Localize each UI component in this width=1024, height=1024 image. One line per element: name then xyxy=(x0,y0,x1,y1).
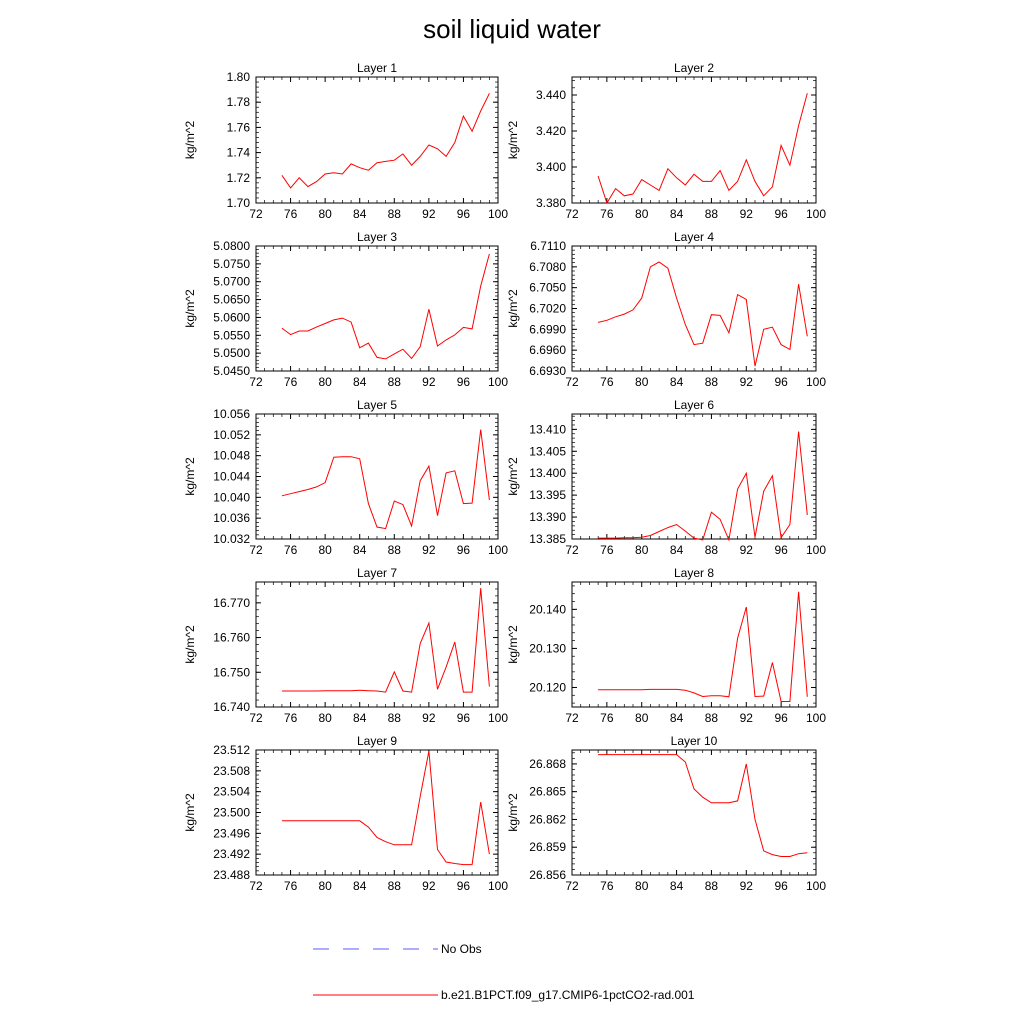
layer-7-xtick-label-5: 92 xyxy=(422,711,436,725)
layer-9-xtick-label-7: 100 xyxy=(487,879,509,893)
layer-4-ytick-label-5: 6.7080 xyxy=(529,259,566,274)
layer-1-series-line-0 xyxy=(282,93,490,187)
layer-10-xtick-label-4: 88 xyxy=(704,879,719,893)
layer-8-ylabel: kg/m^2 xyxy=(506,625,520,664)
layer-6-xtick-label-7: 100 xyxy=(805,543,827,557)
layer-4-series-line-0 xyxy=(598,262,807,366)
layer-5-xtick-label-2: 80 xyxy=(318,543,332,557)
layer-3-series-line-0 xyxy=(282,254,490,359)
layer-9-series-line-0 xyxy=(282,751,490,865)
layer-9-ytick-label-3: 23.500 xyxy=(213,805,250,820)
layer-5-xtick-label-6: 96 xyxy=(456,543,471,557)
layer-1-ylabel: kg/m^2 xyxy=(183,120,197,160)
layer-8-xtick-label-3: 84 xyxy=(669,711,684,725)
layer-6-xtick-label-1: 76 xyxy=(600,543,614,557)
layer-9-xtick-label-4: 88 xyxy=(387,879,401,893)
layer-8-ytick-label-0: 20.120 xyxy=(529,680,566,695)
layer-5-series-line-0 xyxy=(282,430,490,529)
layer-3-ytick-label-0: 5.0450 xyxy=(213,364,250,378)
layer-10-ylabel: kg/m^2 xyxy=(506,793,520,832)
layer-6-xtick-label-2: 80 xyxy=(635,543,649,557)
layer-1-title: Layer 1 xyxy=(356,61,398,75)
layer-6-xtick-label-0: 72 xyxy=(565,543,579,557)
layer-9-ytick-label-0: 23.488 xyxy=(213,868,250,882)
layer-1-ytick-label-1: 1.72 xyxy=(226,170,250,185)
layer-5-ytick-label-4: 10.048 xyxy=(213,448,250,463)
layer-9-xtick-label-6: 96 xyxy=(456,879,471,893)
layer-10-xtick-label-3: 84 xyxy=(669,879,684,893)
layer-1-ytick-label-5: 1.80 xyxy=(226,70,250,84)
layer-1-xtick-label-6: 96 xyxy=(456,207,471,221)
layer-4-ytick-label-1: 6.6960 xyxy=(529,343,566,358)
layer-5-xtick-label-4: 88 xyxy=(387,543,401,557)
layer-7-xtick-label-6: 96 xyxy=(456,711,471,725)
layer-4-title: Layer 4 xyxy=(673,230,715,244)
layer-6-ylabel: kg/m^2 xyxy=(506,457,520,496)
layer-2-plot-frame xyxy=(572,77,816,203)
layer-7-ytick-label-0: 16.740 xyxy=(213,700,250,714)
layer-3-plot-frame xyxy=(256,246,498,371)
layer-2-xtick-label-6: 96 xyxy=(774,207,788,221)
layer-5-xtick-label-0: 72 xyxy=(249,543,263,557)
layer-8-xtick-label-7: 100 xyxy=(805,711,827,725)
layer-8-xtick-label-2: 80 xyxy=(635,711,649,725)
layer-2-xtick-label-1: 76 xyxy=(600,207,614,221)
layer-9-xtick-label-5: 92 xyxy=(422,879,436,893)
layer-3-xtick-label-3: 84 xyxy=(353,375,367,389)
layer-2-title: Layer 2 xyxy=(673,61,715,75)
layer-7-xtick-label-3: 84 xyxy=(353,711,367,725)
layer-4-xtick-label-0: 72 xyxy=(565,375,579,389)
layer-10-xtick-label-1: 76 xyxy=(600,879,614,893)
layer-5-plot-frame xyxy=(256,414,498,539)
layer-5-ytick-label-0: 10.032 xyxy=(213,532,250,546)
layer-3-xtick-label-2: 80 xyxy=(318,375,332,389)
layer-2-xtick-label-2: 80 xyxy=(635,207,649,221)
layer-2-ytick-label-0: 3.380 xyxy=(535,196,566,210)
layer-1-ytick-label-3: 1.76 xyxy=(226,120,250,135)
layer-3-ytick-label-5: 5.0700 xyxy=(213,274,250,289)
layer-3-xtick-label-4: 88 xyxy=(387,375,401,389)
layer-3-ylabel: kg/m^2 xyxy=(183,289,197,328)
layer-6-ytick-label-3: 13.400 xyxy=(529,466,566,481)
layer-1-xtick-label-1: 76 xyxy=(283,207,298,221)
layer-6-title: Layer 6 xyxy=(673,398,715,412)
layer-4-xtick-label-6: 96 xyxy=(774,375,788,389)
layer-3-xtick-label-1: 76 xyxy=(283,375,298,389)
layer-6-ytick-label-0: 13.385 xyxy=(529,532,566,546)
layer-10-xtick-label-7: 100 xyxy=(805,879,827,893)
layer-10-xtick-label-2: 80 xyxy=(635,879,649,893)
layer-1-xtick-label-2: 80 xyxy=(318,207,332,221)
layer-10-title: Layer 10 xyxy=(670,734,718,748)
layer-9-xtick-label-2: 80 xyxy=(318,879,332,893)
layer-5-ytick-label-1: 10.036 xyxy=(213,511,250,526)
layer-9-plot-frame xyxy=(256,750,498,875)
layer-4-ytick-label-0: 6.6930 xyxy=(529,364,566,378)
layer-8-xtick-label-4: 88 xyxy=(704,711,719,725)
layer-1-ytick-label-0: 1.70 xyxy=(226,196,250,210)
layer-6-plot-frame xyxy=(572,414,816,539)
legend-model-label: b.e21.B1PCT.f09_g17.CMIP6-1pctCO2-rad.001 xyxy=(441,988,695,1002)
layer-5-xtick-label-1: 76 xyxy=(283,543,298,557)
layer-7-xtick-label-2: 80 xyxy=(318,711,332,725)
layer-3-xtick-label-0: 72 xyxy=(249,375,263,389)
layer-7-xtick-label-7: 100 xyxy=(487,711,509,725)
layer-8-ytick-label-1: 20.130 xyxy=(529,641,566,656)
layer-7-xtick-label-0: 72 xyxy=(249,711,263,725)
layer-5-ytick-label-3: 10.044 xyxy=(213,469,250,484)
layer-5-ytick-label-6: 10.056 xyxy=(213,407,250,421)
layer-7-plot-frame xyxy=(256,582,498,707)
layer-6-xtick-label-3: 84 xyxy=(669,543,684,557)
layer-6-ytick-label-1: 13.390 xyxy=(529,510,566,525)
layer-7-xtick-label-4: 88 xyxy=(387,711,401,725)
legend-obs-label: No Obs xyxy=(441,942,482,956)
layer-1-xtick-label-0: 72 xyxy=(249,207,263,221)
layer-4-ytick-label-3: 6.7020 xyxy=(529,301,566,316)
layer-5-xtick-label-3: 84 xyxy=(353,543,367,557)
layer-9-ytick-label-1: 23.492 xyxy=(213,847,250,862)
layer-3-ytick-label-7: 5.0800 xyxy=(213,239,250,253)
layer-4-ytick-label-6: 6.7110 xyxy=(530,239,566,253)
layer-9-ytick-label-2: 23.496 xyxy=(213,826,250,841)
layer-9-ylabel: kg/m^2 xyxy=(183,793,197,832)
layer-5-title: Layer 5 xyxy=(356,398,398,412)
layer-8-title: Layer 8 xyxy=(673,566,715,580)
layer-4-plot-frame xyxy=(572,246,816,371)
layer-7-ylabel: kg/m^2 xyxy=(183,625,197,664)
layer-7-ytick-label-2: 16.760 xyxy=(213,630,250,645)
layer-5-ytick-label-5: 10.052 xyxy=(213,427,250,442)
layer-6-series-line-0 xyxy=(598,432,807,540)
layer-7-ytick-label-3: 16.770 xyxy=(213,595,250,610)
layer-3-ytick-label-3: 5.0600 xyxy=(213,310,250,325)
layer-9-xtick-label-0: 72 xyxy=(249,879,263,893)
layer-4-xtick-label-7: 100 xyxy=(805,375,827,389)
layer-2-xtick-label-5: 92 xyxy=(739,207,753,221)
layer-7-series-line-0 xyxy=(282,588,490,692)
layer-8-ytick-label-2: 20.140 xyxy=(529,602,566,617)
layer-1-xtick-label-3: 84 xyxy=(353,207,367,221)
layer-8-xtick-label-1: 76 xyxy=(600,711,614,725)
layer-2-ylabel: kg/m^2 xyxy=(506,120,520,160)
layer-9-xtick-label-1: 76 xyxy=(283,879,298,893)
layer-8-plot-frame xyxy=(572,582,816,707)
layer-10-xtick-label-0: 72 xyxy=(565,879,579,893)
layer-10-ytick-label-0: 26.856 xyxy=(529,868,566,882)
layer-3-title: Layer 3 xyxy=(356,230,398,244)
layer-10-ytick-label-2: 26.862 xyxy=(529,812,566,827)
layer-2-xtick-label-7: 100 xyxy=(805,207,827,221)
layer-6-xtick-label-5: 92 xyxy=(739,543,753,557)
layer-4-xtick-label-1: 76 xyxy=(600,375,614,389)
layer-7-title: Layer 7 xyxy=(356,566,398,580)
layer-1-plot-frame xyxy=(256,77,498,203)
layer-2-xtick-label-0: 72 xyxy=(565,207,579,221)
layer-9-ytick-label-4: 23.504 xyxy=(213,784,250,799)
layer-7-ytick-label-1: 16.750 xyxy=(213,665,250,680)
layer-3-xtick-label-6: 96 xyxy=(456,375,471,389)
layer-5-xtick-label-7: 100 xyxy=(487,543,509,557)
layer-2-xtick-label-4: 88 xyxy=(704,207,719,221)
layer-4-ytick-label-2: 6.6990 xyxy=(529,322,566,337)
layer-4-xtick-label-5: 92 xyxy=(739,375,753,389)
layer-6-ytick-label-4: 13.405 xyxy=(529,444,566,459)
layer-3-xtick-label-5: 92 xyxy=(422,375,436,389)
layer-6-xtick-label-6: 96 xyxy=(774,543,788,557)
layer-2-ytick-label-1: 3.400 xyxy=(535,160,566,174)
layer-9-title: Layer 9 xyxy=(356,734,398,748)
layer-5-ylabel: kg/m^2 xyxy=(183,457,197,496)
layer-9-ytick-label-6: 23.512 xyxy=(213,743,250,757)
layer-4-xtick-label-3: 84 xyxy=(669,375,684,389)
layer-1-ytick-label-4: 1.78 xyxy=(226,95,250,110)
layer-3-xtick-label-7: 100 xyxy=(487,375,509,389)
layer-7-xtick-label-1: 76 xyxy=(283,711,298,725)
layer-3-ytick-label-1: 5.0500 xyxy=(213,346,250,361)
layer-1-ytick-label-2: 1.74 xyxy=(226,145,250,160)
layer-10-xtick-label-5: 92 xyxy=(739,879,753,893)
layer-3-ytick-label-2: 5.0550 xyxy=(213,328,250,343)
layer-10-xtick-label-6: 96 xyxy=(774,879,788,893)
chart-title: soil liquid water xyxy=(423,14,601,44)
layer-10-ytick-label-4: 26.868 xyxy=(529,756,566,771)
layer-6-ytick-label-5: 13.410 xyxy=(529,422,566,437)
layer-4-xtick-label-4: 88 xyxy=(704,375,719,389)
layer-5-ytick-label-2: 10.040 xyxy=(213,490,250,505)
layer-8-series-line-0 xyxy=(598,592,807,702)
layer-4-ytick-label-4: 6.7050 xyxy=(529,280,566,295)
layer-1-xtick-label-5: 92 xyxy=(422,207,436,221)
layer-8-xtick-label-6: 96 xyxy=(774,711,788,725)
layer-9-ytick-label-5: 23.508 xyxy=(213,763,250,778)
layer-2-ytick-label-2: 3.420 xyxy=(535,124,566,138)
layer-6-ytick-label-2: 13.395 xyxy=(529,488,566,503)
layer-6-xtick-label-4: 88 xyxy=(704,543,719,557)
layer-10-ytick-label-1: 26.859 xyxy=(529,840,566,855)
layer-1-xtick-label-4: 88 xyxy=(387,207,401,221)
layer-3-ytick-label-4: 5.0650 xyxy=(213,292,250,307)
layer-4-xtick-label-2: 80 xyxy=(635,375,649,389)
layer-2-xtick-label-3: 84 xyxy=(669,207,684,221)
layer-9-xtick-label-3: 84 xyxy=(353,879,367,893)
layer-8-xtick-label-5: 92 xyxy=(739,711,753,725)
layer-2-series-line-0 xyxy=(598,93,807,203)
layer-4-ylabel: kg/m^2 xyxy=(506,289,520,328)
layer-2-ytick-label-3: 3.440 xyxy=(535,88,566,102)
layer-5-xtick-label-5: 92 xyxy=(422,543,436,557)
layer-3-ytick-label-6: 5.0750 xyxy=(213,256,250,271)
layer-8-xtick-label-0: 72 xyxy=(565,711,579,725)
layer-10-ytick-label-3: 26.865 xyxy=(529,784,566,799)
layer-10-series-line-0 xyxy=(598,755,807,857)
layer-1-xtick-label-7: 100 xyxy=(487,207,509,221)
